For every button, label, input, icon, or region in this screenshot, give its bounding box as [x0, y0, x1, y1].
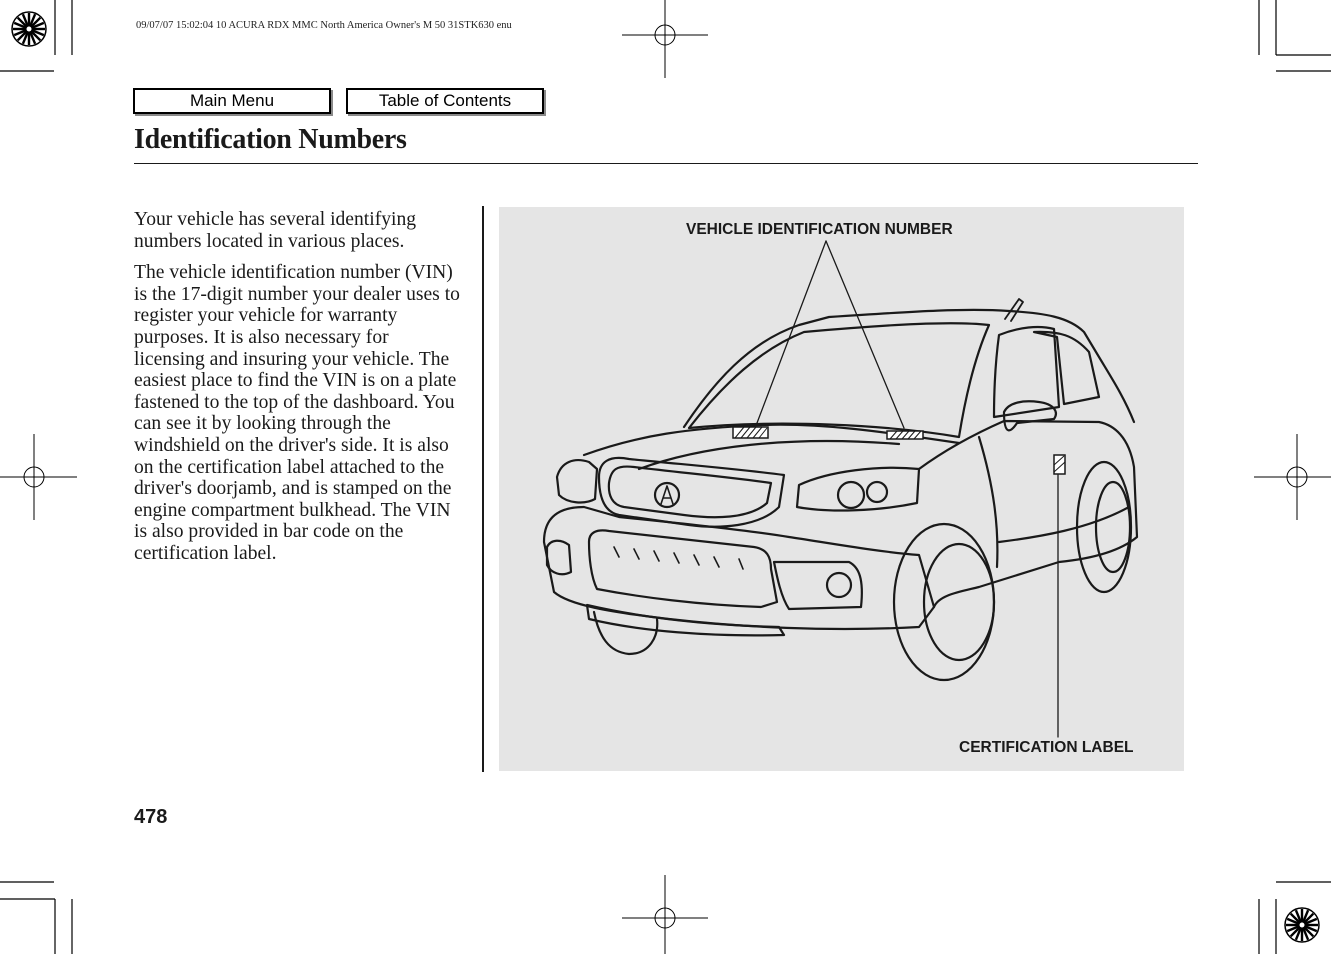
right-fog-lamp — [827, 573, 851, 597]
sunburst-mark-bottom-right — [1285, 908, 1319, 942]
print-header-metadata: 09/07/07 15:02:04 10 ACURA RDX MMC North America Owner's M 50 31STK630 enu — [136, 20, 512, 31]
door-line — [979, 437, 997, 567]
body-text — [134, 209, 464, 575]
cowl-vin-marker — [887, 431, 923, 439]
windshield — [689, 323, 989, 437]
vin-plate-marker — [733, 427, 768, 438]
rocker — [999, 507, 1129, 542]
front-right-wheel-inner — [924, 544, 994, 660]
lower-intake — [589, 530, 777, 607]
grille-inner — [609, 467, 771, 518]
vehicle-illustration-figure — [499, 207, 1184, 771]
column-divider — [482, 206, 484, 772]
front-right-wheel — [894, 524, 994, 680]
crosshair-mark-bottom — [622, 875, 708, 954]
main-menu-button[interactable]: Main Menu — [133, 88, 331, 114]
roof-outline — [684, 310, 1134, 427]
lower-valance — [587, 605, 784, 635]
left-fog-lamp-housing — [547, 541, 571, 574]
suv-line-drawing — [499, 207, 1184, 771]
crosshair-mark-right — [1254, 434, 1331, 520]
right-headlight-lamp-1 — [838, 482, 864, 508]
certification-label-marker — [1054, 455, 1065, 474]
vin-callout-label: VEHICLE IDENTIFICATION NUMBER — [686, 221, 953, 238]
left-headlight — [557, 460, 597, 502]
right-headlight — [797, 468, 919, 511]
rear-right-wheel — [1077, 462, 1131, 592]
sunburst-mark-top-left — [12, 12, 46, 46]
front-door-window — [994, 327, 1059, 417]
certification-label-callout: CERTIFICATION LABEL — [959, 739, 1134, 756]
crosshair-mark-left — [0, 434, 77, 520]
intro-paragraph: Your vehicle has several identifying numbers located in various places. — [134, 209, 417, 252]
rear-right-wheel-inner — [1096, 482, 1130, 572]
page-number: 478 — [134, 806, 168, 828]
title-divider — [134, 163, 1198, 164]
crosshair-mark-top — [622, 0, 708, 78]
side-body — [919, 421, 1137, 607]
right-fog-lamp-housing — [774, 562, 862, 609]
front-left-wheel — [594, 612, 657, 654]
page-title: Identification Numbers — [134, 124, 407, 155]
intake-slats — [614, 547, 743, 569]
side-mirror — [1004, 401, 1056, 430]
vin-paragraph: The vehicle identification number (VIN) is the 17-digit number your dealer uses to register your vehicle for warranty purposes. It is also necessary for licensing and insuring your vehicle. The easiest place to find the VIN is on a plate fastened to the top of the dashboard. You can see it by looking through the windshield on the driver's side. It is also on the certification label attached to the driver's doorjamb, and is stamped on the engine compartment bulkhead. The VIN is also provided in bar code on the certification label. — [134, 262, 460, 564]
table-of-contents-button[interactable]: Table of Contents — [346, 88, 544, 114]
right-headlight-lamp-2 — [867, 482, 887, 502]
